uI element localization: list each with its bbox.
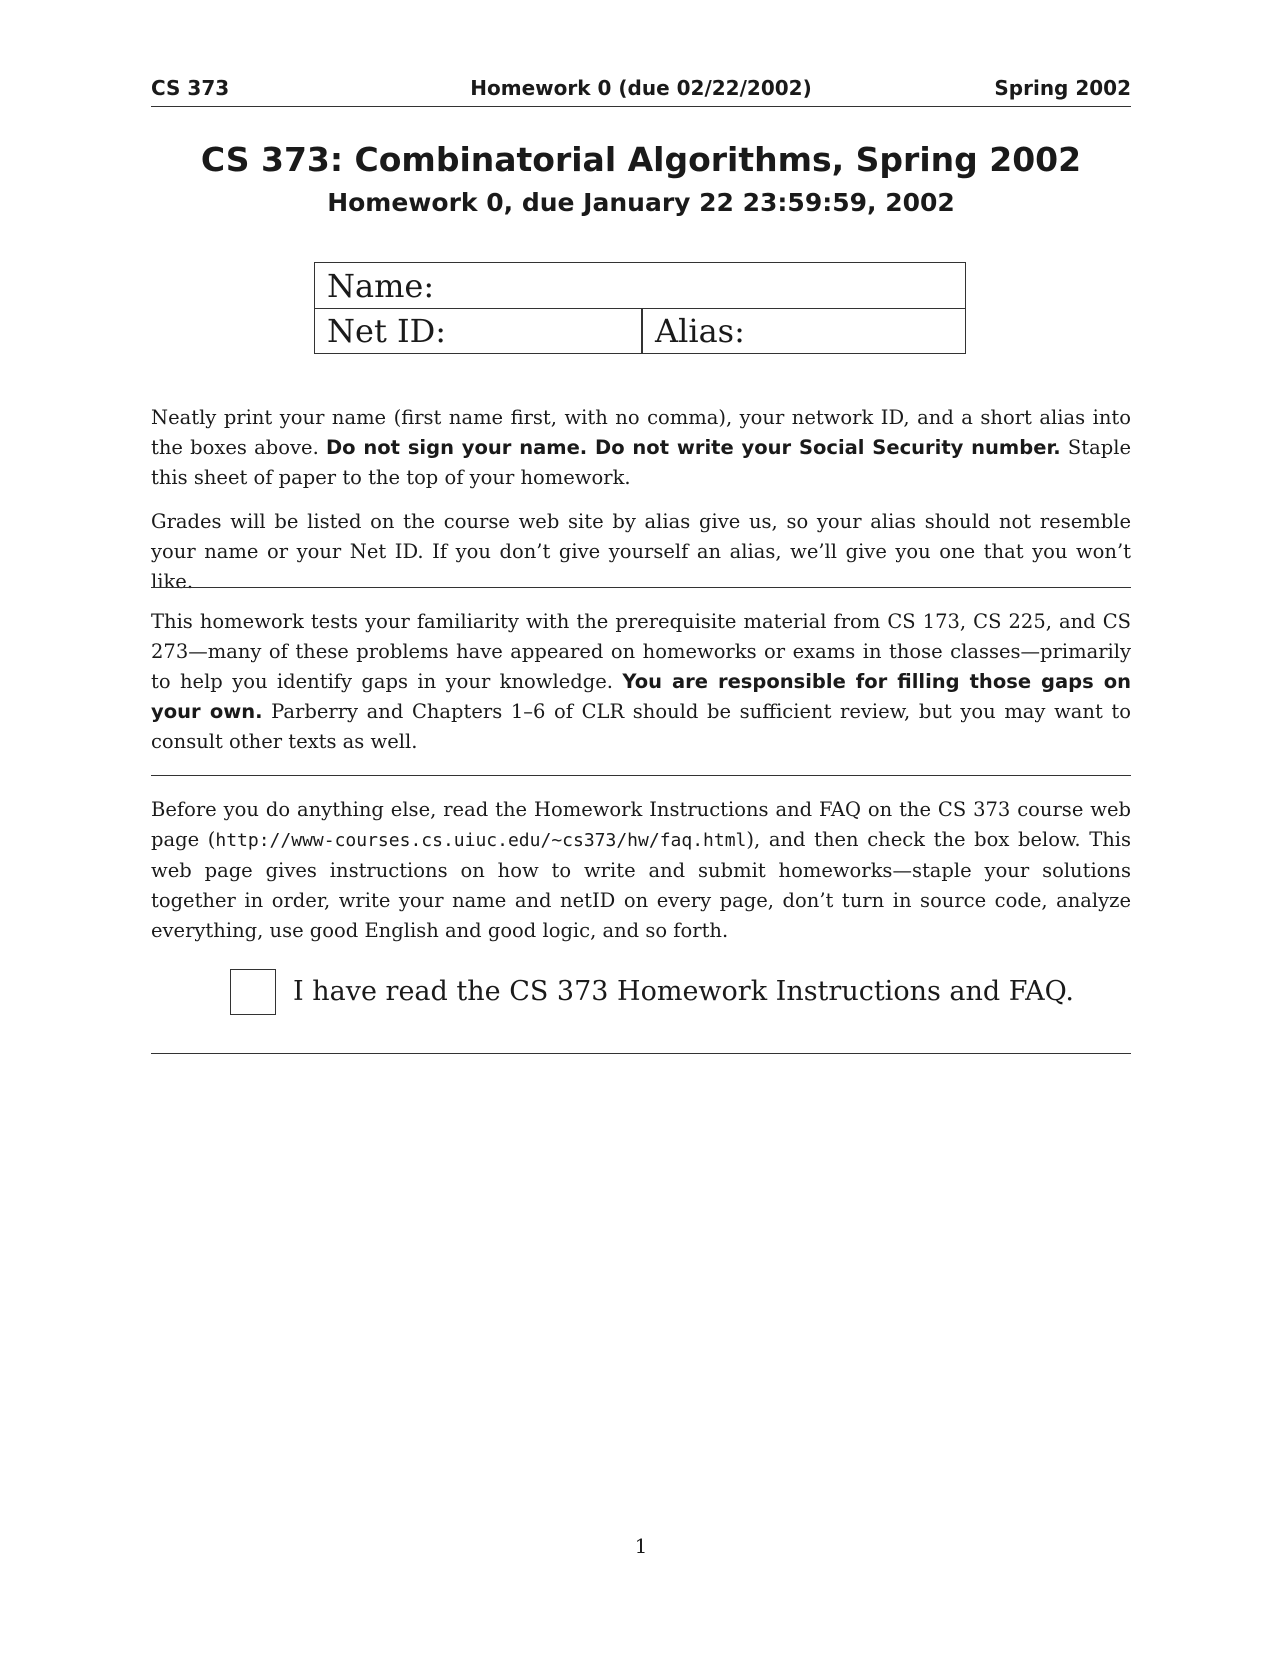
- para1-bold: Do not sign your name. Do not write your Social Security number.: [326, 436, 1061, 459]
- header-course: CS 373: [151, 76, 230, 100]
- divider-rule: [151, 587, 1131, 588]
- netid-field[interactable]: [315, 309, 641, 353]
- acknowledgement-label: I have read the CS 373 Homework Instructions and FAQ.: [293, 976, 1075, 1007]
- header-assignment: Homework 0 (due 02/22/2002): [470, 76, 812, 100]
- para4-text-2: ), and then check the box below. This web page gives instructions on how to write and submit homeworks—staple your solutions together in order, write your name and netID on every page, don’t turn in source code, analyze everything, use good English and good logic, and so forth.: [151, 828, 1132, 942]
- name-label: Name:: [327, 267, 435, 305]
- header-term: Spring 2002: [994, 76, 1131, 100]
- grades-paragraph: Grades will be listed on the course web site by alias give us, so your alias should not resemble your name or your Net ID. If you don’t give yourself an alias, we’ll give you one that you won’t like.: [151, 510, 1131, 593]
- para3-text-1: This homework tests your familiarity with the prerequisite material from CS 173, CS 225, and CS 273—many of these problems have appeared on homeworks or exams in those classes—primarily to help you identify gaps in your knowledge.: [151, 610, 1131, 693]
- name-row[interactable]: [315, 263, 965, 309]
- para4-text-1: Before you do anything else, read the Homework Instructions and FAQ on the CS 373 course web page (: [151, 798, 1131, 851]
- netid-label: Net ID:: [327, 312, 447, 350]
- instructions-paragraph: [151, 403, 1131, 493]
- faq-url-link[interactable]: http://www-courses.cs.uiuc.edu/~cs373/hw/faq.html: [215, 830, 747, 851]
- alias-field[interactable]: [643, 309, 967, 353]
- running-header: [151, 76, 1131, 107]
- prerequisite-paragraph: [151, 607, 1131, 757]
- page-number: 1: [634, 1534, 648, 1558]
- faq-paragraph: [151, 795, 1131, 946]
- netid-alias-row: [315, 309, 965, 353]
- document-subtitle: Homework 0, due January 22 23:59:59, 2002: [327, 188, 955, 217]
- para3-bold: You are responsible for filling those gaps on your own.: [151, 670, 1131, 723]
- alias-label: Alias:: [655, 312, 745, 350]
- divider-rule: [151, 1053, 1131, 1054]
- id-box: [314, 262, 966, 354]
- document-title: CS 373: Combinatorial Algorithms, Spring 2002: [200, 140, 1082, 179]
- para3-text-2: Parberry and Chapters 1–6 of CLR should be sufficient review, but you may want to consult other texts as well.: [151, 700, 1131, 753]
- para1-text-2: Staple this sheet of paper to the top of your homework.: [151, 436, 1131, 489]
- acknowledgement-checkbox[interactable]: [230, 969, 276, 1015]
- para1-text-1: Neatly print your name (first name first, with no comma), your network ID, and a short alias into the boxes above.: [151, 406, 1131, 459]
- divider-rule: [151, 775, 1131, 776]
- document-page: [151, 0, 1131, 1656]
